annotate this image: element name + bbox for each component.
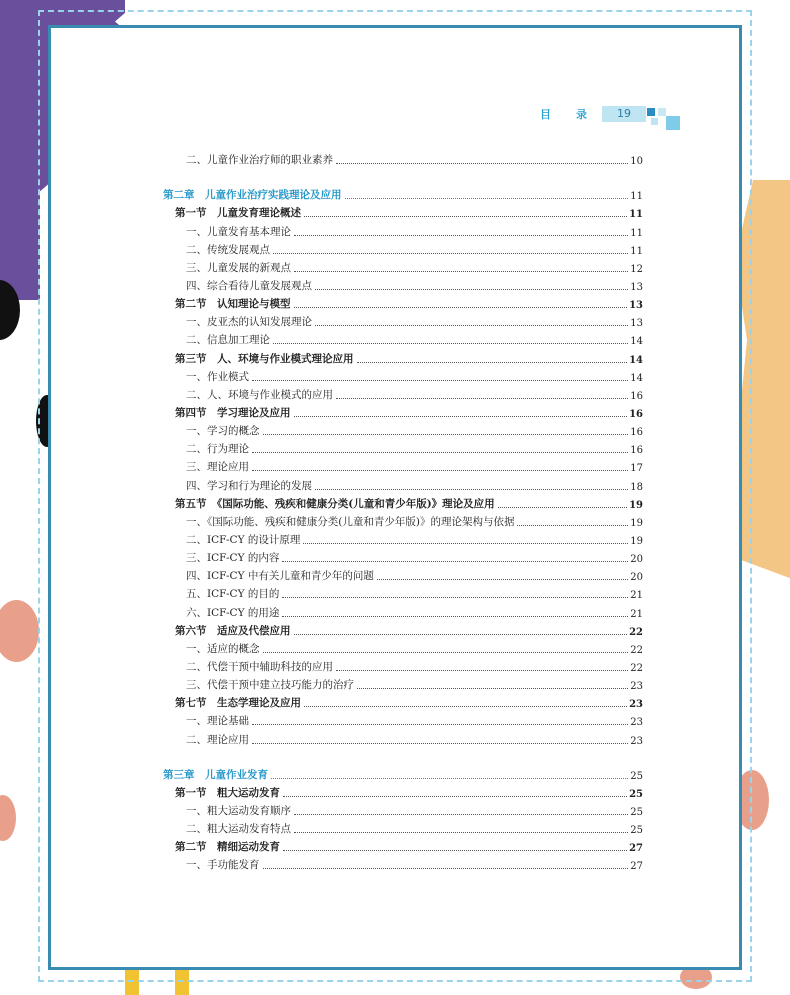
toc-entry-page: 23 xyxy=(630,717,643,729)
toc-entry-page: 22 xyxy=(629,626,643,638)
dot-leader xyxy=(336,163,628,164)
toc-subsection-entry xyxy=(163,656,643,674)
toc-entry-title: 一、手功能发育 xyxy=(186,859,260,872)
toc-entry-page: 25 xyxy=(629,788,643,800)
toc-entry-page: 12 xyxy=(630,263,643,275)
dot-leader xyxy=(294,271,628,272)
toc-entry-title: 三、ICF-CY 的内容 xyxy=(186,552,280,565)
toc-entry-page: 10 xyxy=(630,156,643,168)
toc-entry-title: 二、粗大运动发育特点 xyxy=(186,823,291,836)
dot-leader xyxy=(294,634,628,635)
dot-leader xyxy=(336,398,628,399)
toc-entry-title: 二、人、环境与作业模式的应用 xyxy=(186,388,333,401)
dot-leader xyxy=(283,850,627,851)
dot-leader xyxy=(315,325,628,326)
toc-entry-title: 一、粗大运动发育顺序 xyxy=(186,804,291,817)
dot-leader xyxy=(294,814,628,815)
toc-entry-page: 27 xyxy=(630,861,643,873)
header-square-decoration xyxy=(666,116,680,130)
toc-entry-title: 二、行为理论 xyxy=(186,443,249,456)
toc-subsection-entry xyxy=(163,438,643,456)
toc-subsection-entry xyxy=(163,583,643,601)
toc-entry-page: 13 xyxy=(630,318,643,330)
dot-leader xyxy=(252,380,628,381)
toc-entry-title: 四、综合看待儿童发展观点 xyxy=(186,279,312,292)
toc-entry-title: 第三节 人、环境与作业模式理论应用 xyxy=(175,352,354,365)
toc-entry-page: 16 xyxy=(630,445,643,457)
dot-leader xyxy=(252,724,628,725)
toc-entry-title: 一、《国际功能、残疾和健康分类(儿童和青少年版)》的理论架构与依据 xyxy=(186,515,515,528)
toc-entry-page: 20 xyxy=(630,554,643,566)
header-label: 录 xyxy=(576,108,588,121)
toc-entry-title: 一、儿童发育基本理论 xyxy=(186,225,291,238)
toc-entry-title: 五、ICF-CY 的目的 xyxy=(186,588,280,601)
toc-subsection-entry xyxy=(163,420,643,438)
dot-leader xyxy=(304,216,627,217)
toc-entry-title: 三、理论应用 xyxy=(186,461,249,474)
toc-entry-page: 14 xyxy=(630,372,643,384)
toc-entry-page: 17 xyxy=(630,463,643,475)
toc-entry-page: 21 xyxy=(630,590,643,602)
toc-section-entry xyxy=(163,493,643,511)
dot-leader xyxy=(282,616,628,617)
toc-entry-page: 25 xyxy=(630,825,643,837)
section-gap xyxy=(163,167,643,184)
toc-subsection-entry xyxy=(163,329,643,347)
toc-entry-title: 一、学习的概念 xyxy=(186,425,260,438)
dot-leader xyxy=(357,362,628,363)
toc-subsection-entry xyxy=(163,800,643,818)
dot-leader xyxy=(273,343,628,344)
dot-leader xyxy=(304,706,627,707)
toc-entry-page: 14 xyxy=(630,336,643,348)
pink-paint-dot xyxy=(0,795,16,841)
toc-section-entry xyxy=(163,692,643,710)
toc-subsection-entry xyxy=(163,547,643,565)
dot-leader xyxy=(315,289,628,290)
dot-leader xyxy=(271,778,628,779)
toc-subsection-entry xyxy=(163,456,643,474)
toc-entry-title: 三、儿童发展的新观点 xyxy=(186,261,291,274)
toc-entry-title: 第三章 儿童作业发育 xyxy=(163,768,268,781)
dot-leader xyxy=(294,235,628,236)
toc-entry-title: 一、作业模式 xyxy=(186,370,249,383)
toc-entry-page: 13 xyxy=(630,281,643,293)
toc-entry-title: 二、理论应用 xyxy=(186,733,249,746)
toc-subsection-entry xyxy=(163,257,643,275)
dot-leader xyxy=(283,796,627,797)
toc-entry-title: 四、ICF-CY 中有关儿童和青少年的问题 xyxy=(186,570,374,583)
header-square-decoration xyxy=(651,118,658,125)
dot-leader xyxy=(252,470,628,471)
toc-subsection-entry xyxy=(163,275,643,293)
page-header xyxy=(540,106,646,122)
toc-section-entry xyxy=(163,347,643,365)
toc-entry-title: 一、理论基础 xyxy=(186,715,249,728)
toc-subsection-entry xyxy=(163,239,643,257)
table-of-contents xyxy=(163,149,643,872)
toc-entry-page: 27 xyxy=(629,843,643,855)
toc-entry-page: 25 xyxy=(630,770,643,782)
toc-entry-page: 18 xyxy=(630,481,643,493)
dot-leader xyxy=(315,489,628,490)
toc-subsection-entry xyxy=(163,311,643,329)
toc-subsection-entry xyxy=(163,511,643,529)
toc-subsection-entry xyxy=(163,638,643,656)
toc-section-entry xyxy=(163,293,643,311)
dot-leader xyxy=(303,543,628,544)
dot-leader xyxy=(336,670,628,671)
toc-entry-page: 11 xyxy=(629,209,643,221)
toc-entry-title: 第四节 学习理论及应用 xyxy=(175,406,291,419)
toc-section-entry xyxy=(163,620,643,638)
dot-leader xyxy=(498,507,627,508)
toc-subsection-entry xyxy=(163,854,643,872)
toc-subsection-entry xyxy=(163,710,643,728)
toc-entry-title: 第一节 儿童发育理论概述 xyxy=(175,207,301,220)
dot-leader xyxy=(252,743,628,744)
pink-paint-dot xyxy=(0,600,39,662)
dot-leader xyxy=(273,253,628,254)
toc-entry-page: 13 xyxy=(629,300,643,312)
toc-entry-page: 19 xyxy=(630,535,643,547)
toc-entry-title: 第六节 适应及代偿应用 xyxy=(175,624,291,637)
toc-subsection-entry xyxy=(163,818,643,836)
toc-subsection-entry xyxy=(163,728,643,746)
toc-entry-page: 22 xyxy=(630,662,643,674)
dot-leader xyxy=(377,579,628,580)
toc-entry-page: 19 xyxy=(629,499,643,511)
toc-entry-page: 22 xyxy=(630,644,643,656)
dot-leader xyxy=(294,307,628,308)
toc-entry-page: 16 xyxy=(629,408,643,420)
header-square-decoration xyxy=(658,108,666,116)
toc-entry-title: 第二章 儿童作业治疗实践理论及应用 xyxy=(163,189,342,202)
header-label: 目 xyxy=(540,108,552,121)
toc-entry-page: 11 xyxy=(630,191,643,203)
toc-entry-title: 第二节 精细运动发育 xyxy=(175,841,280,854)
toc-subsection-entry xyxy=(163,529,643,547)
toc-entry-page: 16 xyxy=(630,390,643,402)
toc-subsection-entry xyxy=(163,565,643,583)
dot-leader xyxy=(517,525,628,526)
toc-section-entry xyxy=(163,402,643,420)
dot-leader xyxy=(263,652,629,653)
toc-entry-page: 20 xyxy=(630,572,643,584)
header-square-decoration xyxy=(647,108,655,116)
dot-leader xyxy=(282,597,628,598)
toc-section-entry xyxy=(163,782,643,800)
toc-entry-title: 一、适应的概念 xyxy=(186,642,260,655)
toc-entry-page: 23 xyxy=(629,699,643,711)
toc-entry-title: 四、学习和行为理论的发展 xyxy=(186,479,312,492)
dot-leader xyxy=(263,434,629,435)
toc-entry-page: 25 xyxy=(630,806,643,818)
toc-entry-title: 二、ICF-CY 的设计原理 xyxy=(186,533,301,546)
toc-entry-page: 23 xyxy=(630,681,643,693)
dot-leader xyxy=(345,198,629,199)
toc-entry-title: 三、代偿干预中建立技巧能力的治疗 xyxy=(186,679,354,692)
section-gap xyxy=(163,747,643,764)
toc-entry-page: 23 xyxy=(630,735,643,747)
toc-entry-page: 11 xyxy=(630,245,643,257)
toc-chapter-entry xyxy=(163,764,643,782)
toc-entry-page: 14 xyxy=(629,354,643,366)
dot-leader xyxy=(282,561,628,562)
toc-subsection-entry xyxy=(163,220,643,238)
toc-entry-title: 第二节 认知理论与模型 xyxy=(175,298,291,311)
toc-section-entry xyxy=(163,202,643,220)
toc-subsection-entry xyxy=(163,674,643,692)
toc-entry-title: 二、儿童作业治疗师的职业素养 xyxy=(186,154,333,167)
dot-leader xyxy=(294,416,628,417)
dot-leader xyxy=(252,452,628,453)
toc-section-entry xyxy=(163,836,643,854)
toc-entry-title: 第七节 生态学理论及应用 xyxy=(175,697,301,710)
toc-entry-page: 16 xyxy=(630,427,643,439)
toc-entry-title: 二、传统发展观点 xyxy=(186,243,270,256)
toc-entry-title: 二、代偿干预中辅助科技的应用 xyxy=(186,660,333,673)
dot-leader xyxy=(294,832,628,833)
toc-entry-title: 第一节 粗大运动发育 xyxy=(175,786,280,799)
toc-entry-page: 21 xyxy=(630,608,643,620)
page-number: 19 xyxy=(602,106,646,122)
dot-leader xyxy=(357,688,628,689)
toc-subsection-entry xyxy=(163,474,643,492)
toc-subsection-entry xyxy=(163,149,643,167)
toc-chapter-entry xyxy=(163,184,643,202)
toc-subsection-entry xyxy=(163,366,643,384)
toc-entry-title: 第五节 《国际功能、残疾和健康分类(儿童和青少年版)》理论及应用 xyxy=(175,497,495,510)
toc-entry-page: 19 xyxy=(630,517,643,529)
toc-entry-title: 二、信息加工理论 xyxy=(186,334,270,347)
toc-entry-title: 一、皮亚杰的认知发展理论 xyxy=(186,316,312,329)
toc-entry-title: 六、ICF-CY 的用途 xyxy=(186,606,280,619)
toc-subsection-entry xyxy=(163,601,643,619)
toc-subsection-entry xyxy=(163,384,643,402)
toc-entry-page: 11 xyxy=(630,227,643,239)
dot-leader xyxy=(263,868,629,869)
